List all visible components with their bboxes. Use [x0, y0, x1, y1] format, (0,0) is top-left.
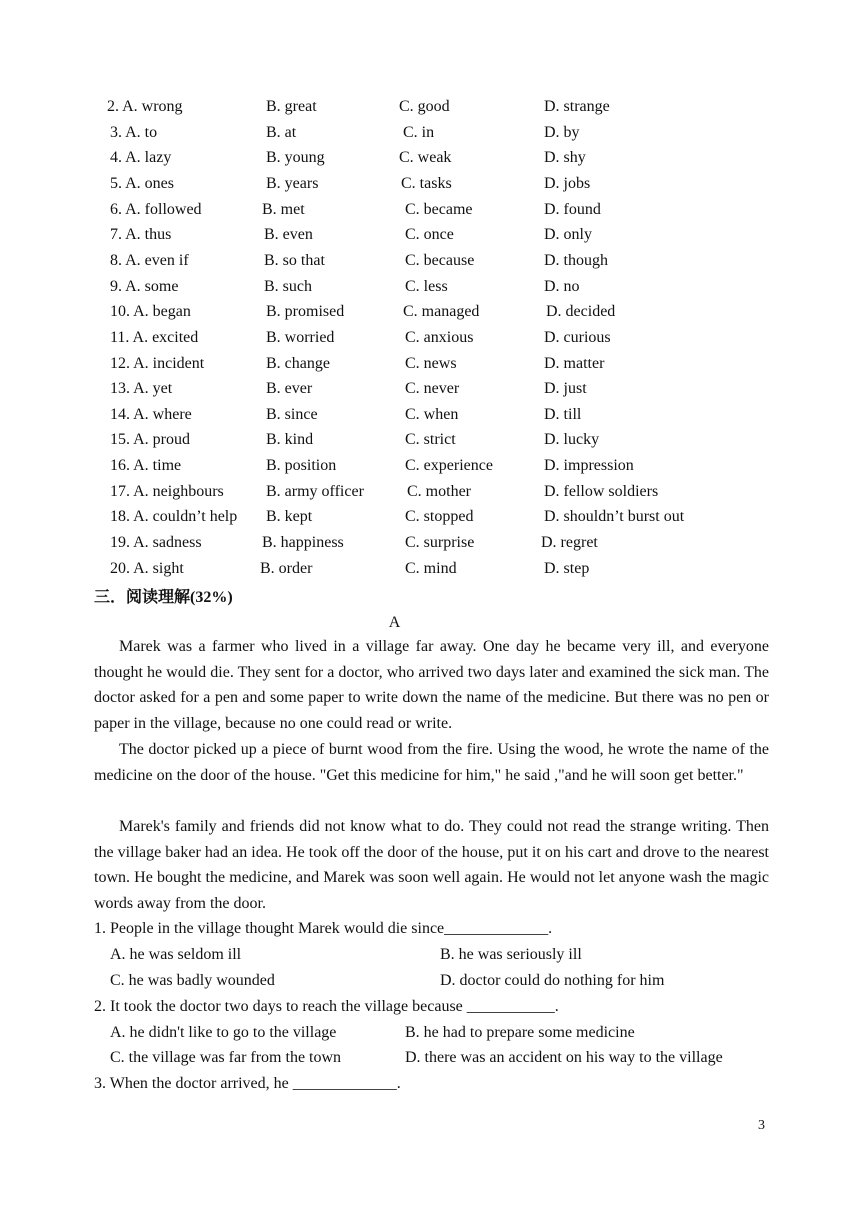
cloze-option-c[interactable]: C. mother: [407, 482, 471, 500]
cloze-option-row: [0, 172, 860, 196]
cloze-option-row: [0, 300, 860, 324]
cloze-option-d[interactable]: D. though: [544, 251, 608, 269]
question-1-option-b[interactable]: B. he was seriously ill: [440, 946, 582, 963]
page-number: 3: [758, 1118, 765, 1133]
cloze-option-c[interactable]: C. in: [403, 123, 435, 141]
cloze-option-row: [0, 531, 860, 555]
cloze-option-b[interactable]: B. even: [264, 226, 313, 244]
cloze-option-c[interactable]: C. weak: [399, 149, 452, 167]
cloze-option-a[interactable]: 14. A. where: [110, 405, 192, 423]
cloze-option-d[interactable]: D. regret: [541, 534, 598, 552]
cloze-option-c[interactable]: C. when: [405, 405, 459, 423]
cloze-option-d[interactable]: D. found: [544, 200, 601, 218]
cloze-option-c[interactable]: C. good: [399, 98, 450, 115]
cloze-option-a[interactable]: 19. A. sadness: [110, 534, 202, 552]
cloze-option-row: [0, 505, 860, 529]
cloze-option-row: [0, 352, 860, 376]
cloze-option-row: [0, 403, 860, 427]
cloze-option-c[interactable]: C. experience: [405, 457, 493, 475]
cloze-option-row: [0, 198, 860, 222]
cloze-option-a[interactable]: 13. A. yet: [110, 380, 173, 398]
cloze-option-c[interactable]: C. because: [405, 251, 475, 269]
cloze-option-row: [0, 121, 860, 145]
cloze-option-d[interactable]: D. no: [544, 277, 580, 295]
cloze-option-a[interactable]: 4. A. lazy: [110, 149, 172, 167]
cloze-option-c[interactable]: C. never: [405, 380, 460, 398]
cloze-option-b[interactable]: B. ever: [266, 380, 313, 398]
cloze-option-a[interactable]: 16. A. time: [110, 457, 182, 475]
cloze-option-b[interactable]: B. position: [266, 457, 337, 475]
cloze-option-d[interactable]: D. jobs: [544, 174, 591, 192]
cloze-option-c[interactable]: C. managed: [403, 303, 480, 321]
cloze-option-c[interactable]: C. became: [405, 200, 473, 218]
cloze-option-a[interactable]: 12. A. incident: [110, 354, 205, 372]
cloze-option-b[interactable]: B. met: [262, 200, 305, 218]
cloze-option-row: [0, 428, 860, 452]
passage-label: A: [388, 614, 401, 631]
cloze-option-b[interactable]: B. at: [266, 123, 297, 141]
question-2-option-d[interactable]: D. there was an accident on his way to the village: [405, 1049, 723, 1066]
passage-paragraph-2: The doctor picked up a piece of burnt wood from the fire. Using the wood, he wrote the name of the medicine on the door of the house. "Get this medicine for him," he said ,"and he will soon get better.": [94, 741, 769, 784]
cloze-option-a[interactable]: 17. A. neighbours: [110, 482, 224, 500]
question-2-option-b[interactable]: B. he had to prepare some medicine: [405, 1024, 635, 1041]
cloze-option-d[interactable]: D. just: [544, 380, 587, 398]
cloze-option-a[interactable]: 10. A. began: [110, 303, 191, 321]
cloze-option-b[interactable]: B. happiness: [262, 534, 344, 552]
cloze-option-d[interactable]: D. strange: [544, 98, 610, 115]
cloze-option-b[interactable]: B. young: [266, 149, 325, 167]
cloze-option-row: [0, 377, 860, 401]
cloze-option-b[interactable]: B. since: [266, 405, 318, 423]
cloze-option-c[interactable]: C. less: [405, 277, 448, 295]
cloze-option-d[interactable]: D. shy: [544, 149, 586, 167]
question-2-option-c[interactable]: C. the village was far from the town: [110, 1049, 342, 1066]
cloze-option-a[interactable]: 5. A. ones: [110, 174, 174, 192]
cloze-option-a[interactable]: 3. A. to: [110, 123, 158, 141]
question-1-option-a[interactable]: A. he was seldom ill: [110, 946, 242, 963]
cloze-option-a[interactable]: 15. A. proud: [110, 431, 190, 449]
cloze-option-row: [0, 326, 860, 350]
cloze-option-d[interactable]: D. decided: [546, 303, 616, 321]
cloze-option-c[interactable]: C. mind: [405, 559, 457, 577]
cloze-option-c[interactable]: C. strict: [405, 431, 456, 449]
cloze-option-b[interactable]: B. change: [266, 354, 330, 372]
cloze-option-b[interactable]: B. order: [260, 559, 313, 577]
cloze-option-a[interactable]: 6. A. followed: [110, 200, 202, 218]
cloze-option-row: [0, 275, 860, 299]
cloze-option-a[interactable]: 20. A. sight: [110, 559, 184, 577]
cloze-option-row: [0, 480, 860, 504]
cloze-option-c[interactable]: C. news: [405, 354, 457, 372]
cloze-option-b[interactable]: B. promised: [266, 303, 345, 321]
cloze-option-b[interactable]: B. army officer: [266, 482, 364, 500]
cloze-option-d[interactable]: D. till: [544, 405, 582, 423]
cloze-option-a[interactable]: 2. A. wrong: [107, 98, 183, 115]
question-2-stem: 2. It took the doctor two days to reach the village because ___________.: [94, 998, 559, 1015]
cloze-option-a[interactable]: 11. A. excited: [110, 328, 199, 346]
cloze-option-c[interactable]: C. anxious: [405, 328, 474, 346]
passage-paragraph-1: Marek was a farmer who lived in a village far away. One day he became very ill, and everyone thought he would die. They sent for a doctor, who arrived two days later and examined the sick man. The doctor asked for a pen and some paper to write down the name of the medicine. But there was no pen or paper in the village, because no one could read or write.: [94, 638, 769, 733]
cloze-option-d[interactable]: D. by: [544, 123, 580, 141]
cloze-option-b[interactable]: B. such: [264, 277, 312, 295]
cloze-option-b[interactable]: B. kind: [266, 431, 314, 449]
cloze-option-a[interactable]: 9. A. some: [110, 277, 179, 295]
cloze-option-c[interactable]: C. stopped: [405, 508, 474, 526]
cloze-option-d[interactable]: D. matter: [544, 354, 605, 372]
cloze-option-a[interactable]: 18. A. couldn’t help: [110, 508, 238, 526]
cloze-option-b[interactable]: B. kept: [266, 508, 313, 526]
question-2-option-a[interactable]: A. he didn't like to go to the village: [110, 1024, 337, 1041]
question-1-stem: 1. People in the village thought Marek would die since_____________.: [94, 920, 553, 937]
question-1-option-c[interactable]: C. he was badly wounded: [110, 972, 275, 989]
cloze-option-d[interactable]: D. shouldn’t burst out: [544, 508, 685, 526]
cloze-option-c[interactable]: C. tasks: [401, 174, 452, 192]
cloze-option-d[interactable]: D. impression: [544, 457, 634, 475]
passage-paragraph-3: Marek's family and friends did not know what to do. They could not read the strange writing. Then the village baker had an idea. He took off the door of the house, put it on his cart and drove to the nearest town. He bought the medicine, and Marek was soon well again. He would not let anyone wash the magic words away from the door.: [94, 818, 769, 913]
cloze-option-b[interactable]: B. years: [266, 174, 319, 192]
cloze-option-c[interactable]: C. once: [405, 226, 454, 244]
cloze-option-c[interactable]: C. surprise: [405, 534, 475, 552]
cloze-option-d[interactable]: D. only: [544, 226, 592, 244]
cloze-option-row: [0, 454, 860, 478]
cloze-option-a[interactable]: 7. A. thus: [110, 226, 172, 244]
cloze-option-row: [0, 223, 860, 247]
cloze-option-row: [0, 249, 860, 273]
cloze-option-a[interactable]: 8. A. even if: [110, 251, 189, 269]
cloze-option-d[interactable]: D. curious: [544, 328, 611, 346]
cloze-option-d[interactable]: D. step: [544, 559, 590, 577]
cloze-option-d[interactable]: D. fellow soldiers: [544, 482, 659, 500]
question-1-option-d[interactable]: D. doctor could do nothing for him: [440, 972, 665, 989]
cloze-option-row: [0, 95, 860, 119]
cloze-option-b[interactable]: B. so that: [264, 251, 325, 269]
cloze-option-b[interactable]: B. great: [266, 98, 317, 115]
cloze-option-d[interactable]: D. lucky: [544, 431, 600, 449]
cloze-option-b[interactable]: B. worried: [266, 328, 335, 346]
section-title: 三．阅读理解(32%): [94, 589, 233, 606]
cloze-option-row: [0, 557, 860, 581]
cloze-option-row: [0, 146, 860, 170]
question-3-stem: 3. When the doctor arrived, he _____________.: [94, 1075, 401, 1092]
